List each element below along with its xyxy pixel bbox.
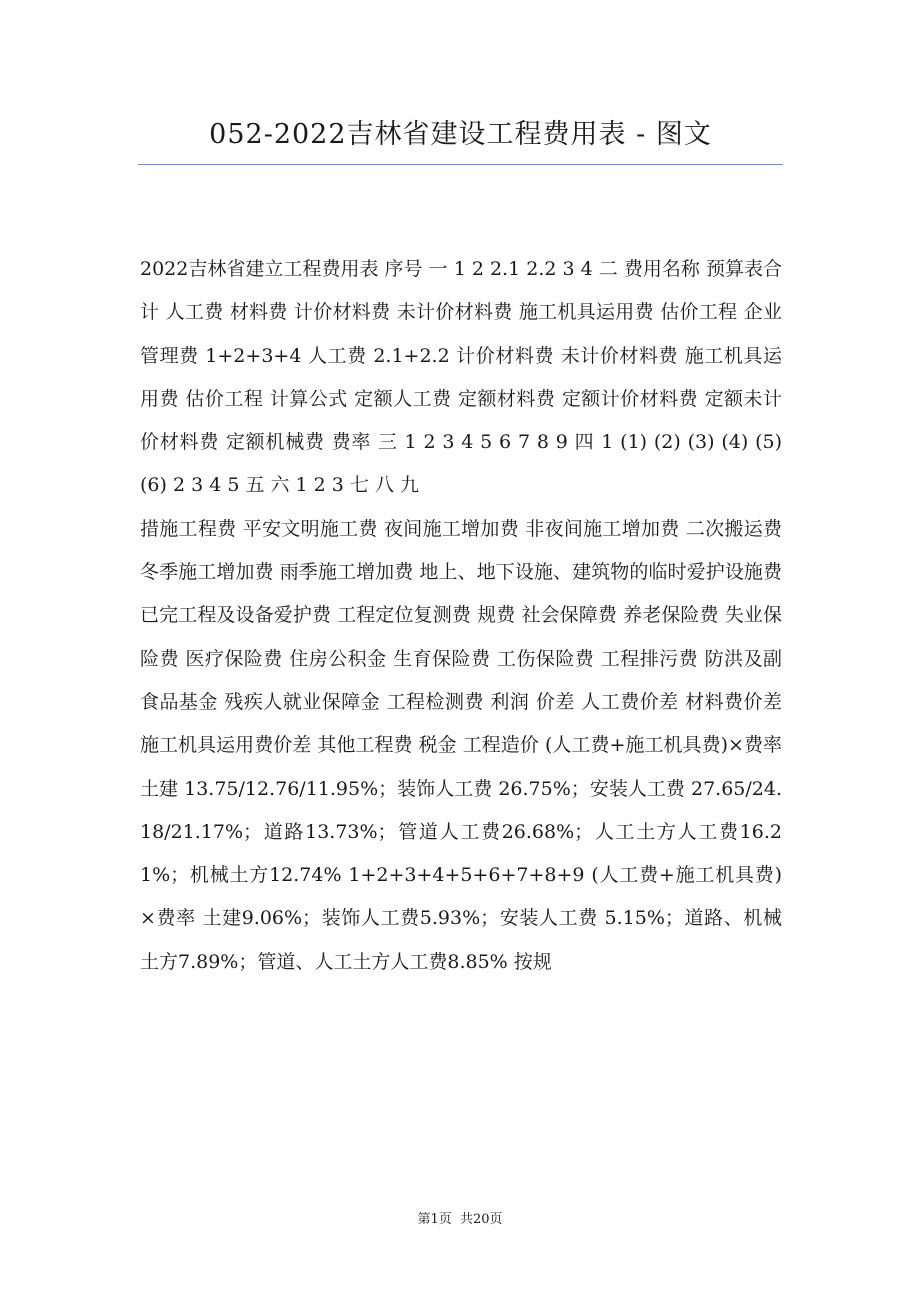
body-paragraph-2: 措施工程费 平安文明施工费 夜间施工增加费 非夜间施工增加费 二次搬运费 冬季施工增加费 雨季施工增加费 地上、地下设施、建筑物的临时爱护设施费 已完工程及设备爱护费 工程定位复测费 规费 社会保障费 养老保险费 失业保险费 医疗保险费 住房公积金 生育保险费 工伤保险费 工程排污费 防洪及副食品基金 残疾人就业保障金 工程检测费 利润 价差 人工费价差 材料费价差 施工机具运用费价差 其他工程费 税金 工程造价 (人工费+施工机具费)×费率 土建 13.75/12.76/11.95%；装饰人工费 26.75%；安装人工费 27.65/24.18/21.17%；道路13.73%；管道人工费26.68%；人工土方人工费16.21%；机械土方12.74% 1+2+3+4+5+6+7+8+9 (人工费+施工机具费)×费率 土建9.06%；装饰人工费5.93%；安装人工费 5.15%；道路、机械土方7.89%；管道、人工土方人工费8.85% 按规 (140, 517, 782, 973)
body-paragraph-1: 2022吉林省建立工程费用表 序号 一 1 2 2.1 2.2 3 4 二 费用名称 预算表合计 人工费 材料费 计价材料费 未计价材料费 施工机具运用费 估价工程 企业管理费 1+2+3+4 人工费 2.1+2.2 计价材料费 未计价材料费 施工机具运用费 估价工程 计算公式 定额人工费 定额材料费 定额计价材料费 定额未计价材料费 定额机械费 费率 三 1 2 3 4 5 6 7 8 9 四 1 (1) (2) (3) (4) (5) (6) 2 3 4 5 五 六 1 2 3 七 八 九 (140, 258, 782, 497)
page-number: 第1页 (417, 1212, 452, 1227)
page-total: 共20页 (459, 1212, 503, 1227)
document-title: 052-2022吉林省建设工程费用表 - 图文 (209, 119, 712, 150)
document-body (140, 248, 782, 984)
title-divider (138, 164, 783, 165)
page-footer (0, 1208, 920, 1227)
